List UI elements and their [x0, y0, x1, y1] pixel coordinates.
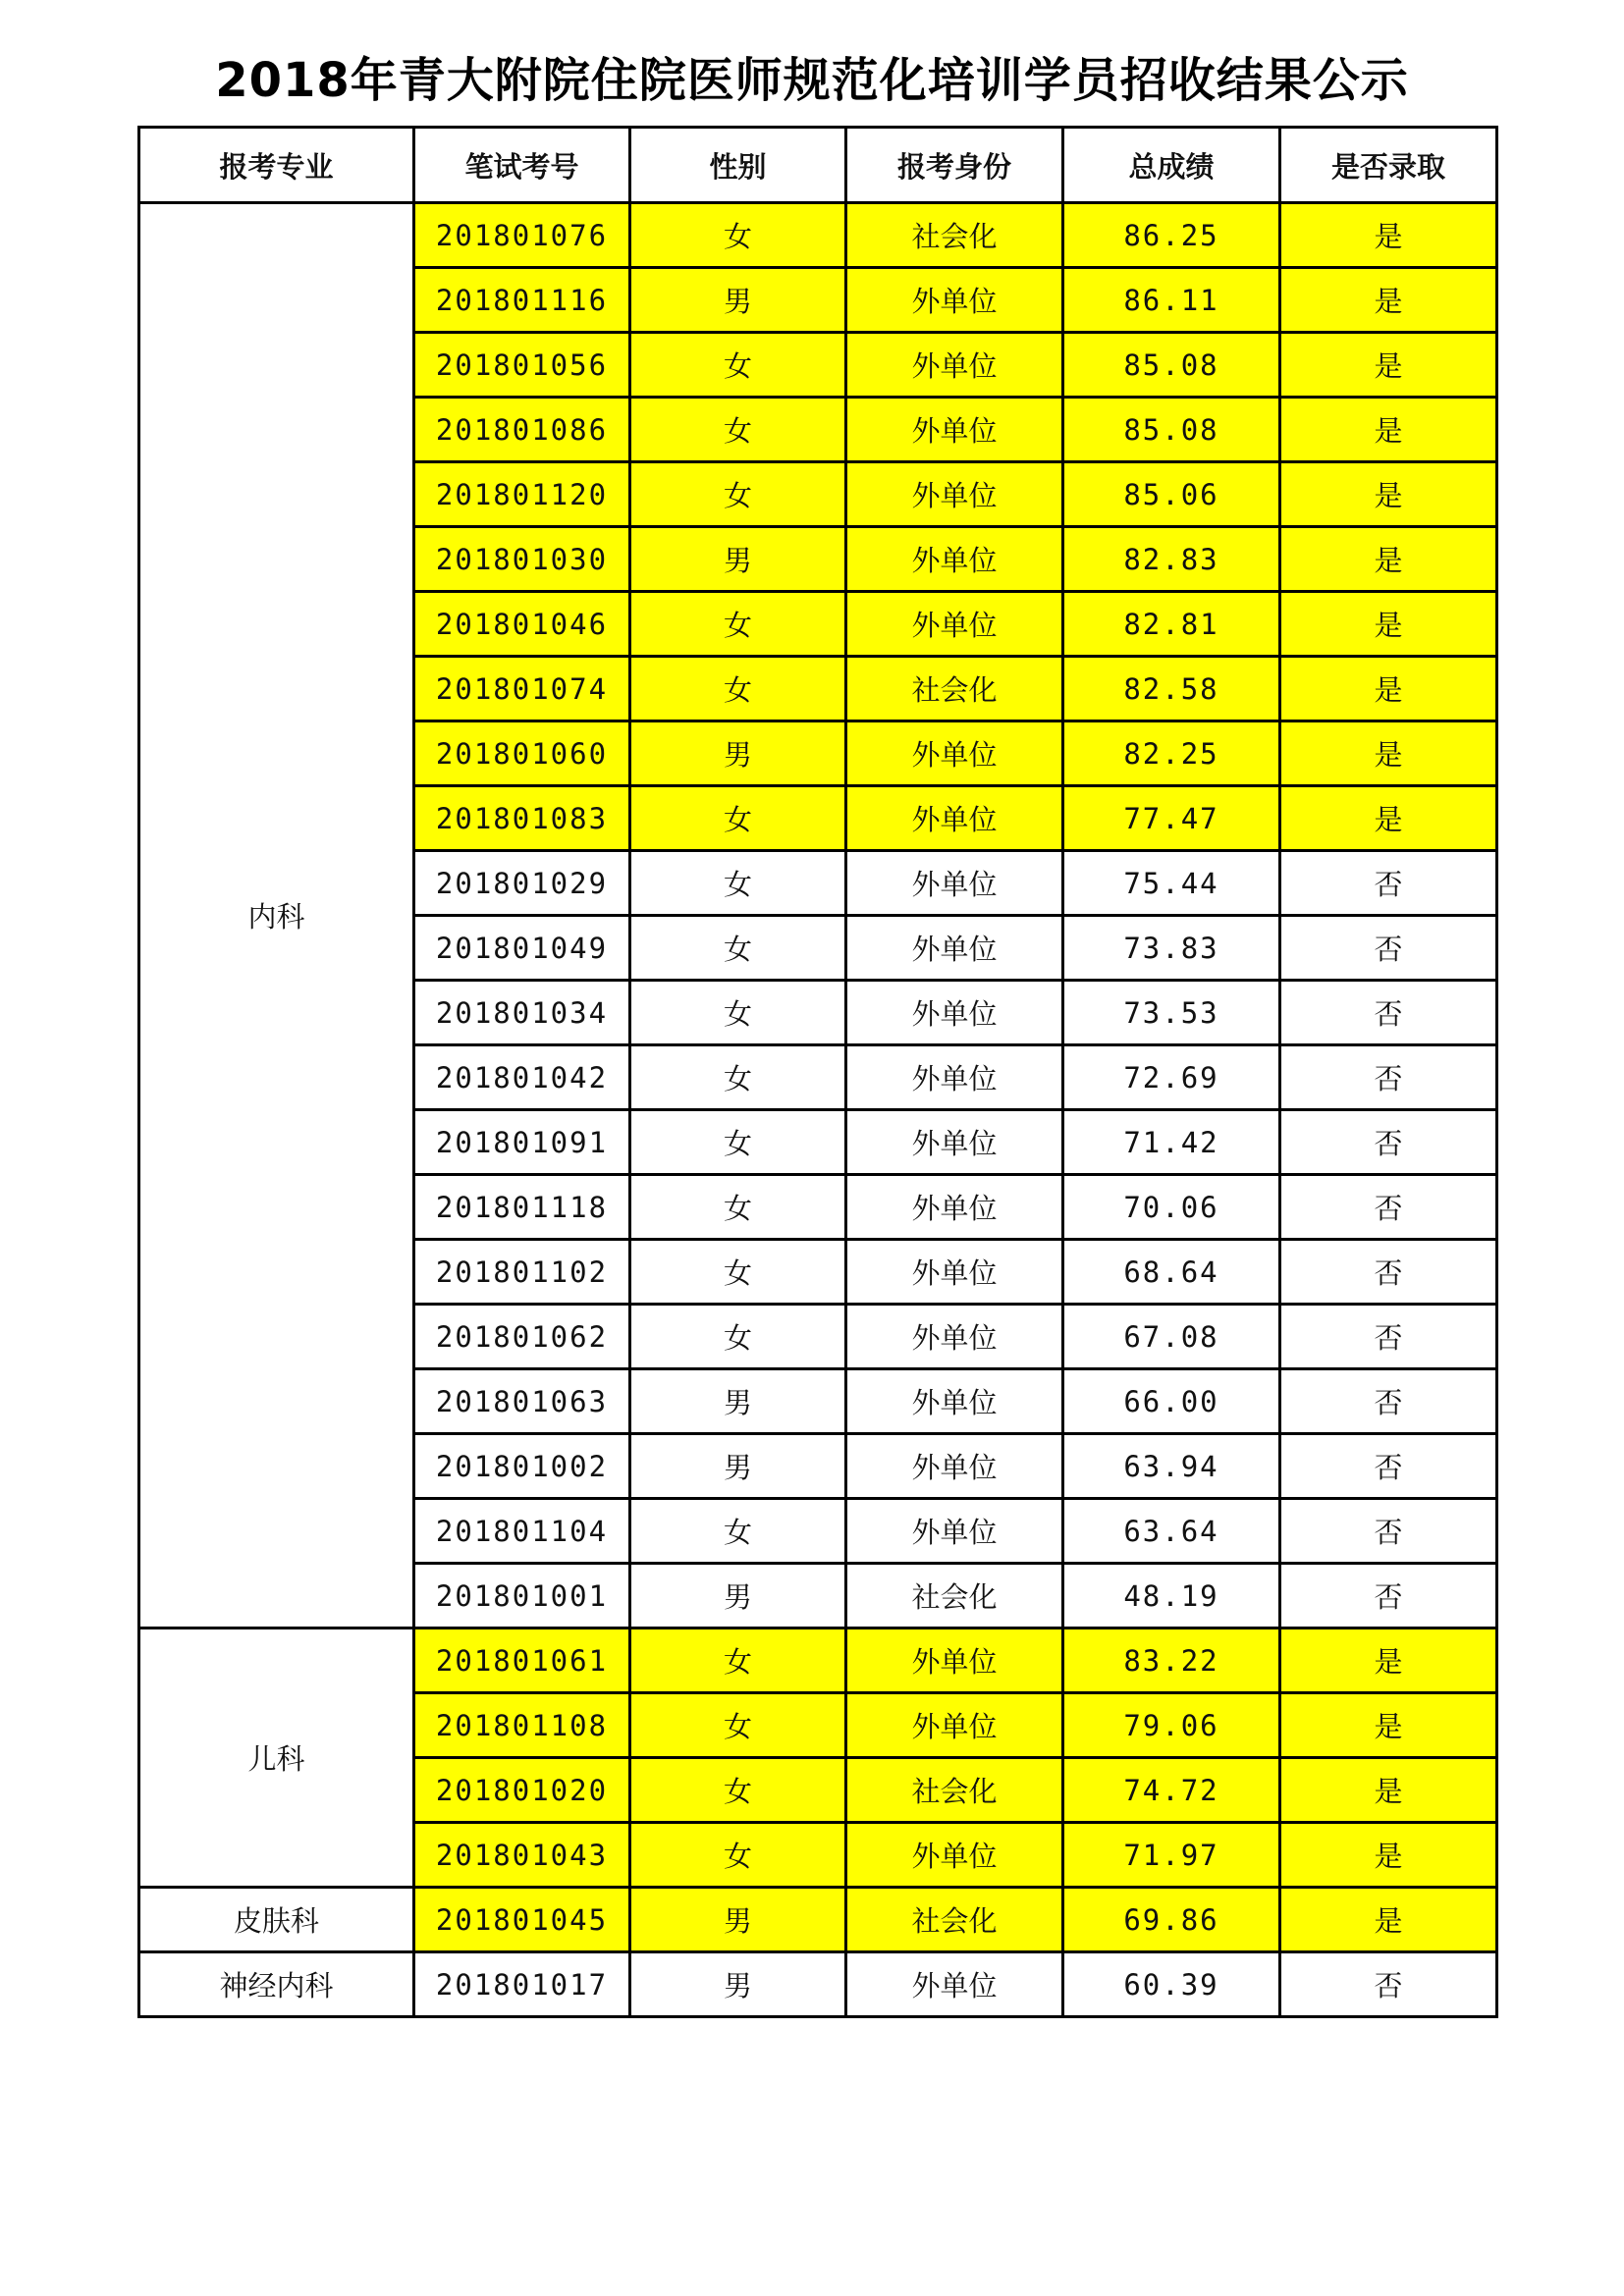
admitted-cell: 否 — [1280, 1240, 1497, 1305]
gender-cell: 女 — [630, 1305, 846, 1369]
exam-id-cell: 201801116 — [414, 268, 630, 333]
identity-cell: 外单位 — [846, 1952, 1063, 2017]
gender-cell: 男 — [630, 721, 846, 786]
admitted-cell: 是 — [1280, 721, 1497, 786]
identity-cell: 社会化 — [846, 203, 1063, 268]
admitted-cell: 否 — [1280, 1499, 1497, 1564]
exam-id-cell: 201801030 — [414, 527, 630, 592]
score-cell: 69.86 — [1063, 1888, 1280, 1952]
page-title: 2018年青大附院住院医师规范化培训学员招收结果公示 — [215, 53, 1409, 108]
admitted-cell: 是 — [1280, 333, 1497, 398]
score-cell: 79.06 — [1063, 1693, 1280, 1758]
gender-cell: 男 — [630, 527, 846, 592]
header-identity: 报考身份 — [846, 128, 1063, 203]
exam-id-cell: 201801076 — [414, 203, 630, 268]
exam-id-cell: 201801086 — [414, 398, 630, 462]
exam-id-cell: 201801029 — [414, 851, 630, 916]
identity-cell: 外单位 — [846, 721, 1063, 786]
exam-id-cell: 201801002 — [414, 1434, 630, 1499]
gender-cell: 女 — [630, 657, 846, 721]
admitted-cell: 是 — [1280, 527, 1497, 592]
identity-cell: 社会化 — [846, 1564, 1063, 1629]
admitted-cell: 否 — [1280, 851, 1497, 916]
admitted-cell: 是 — [1280, 1758, 1497, 1823]
admitted-cell: 否 — [1280, 916, 1497, 981]
score-cell: 77.47 — [1063, 786, 1280, 851]
score-cell: 85.06 — [1063, 462, 1280, 527]
exam-id-cell: 201801034 — [414, 981, 630, 1045]
major-cell: 儿科 — [139, 1629, 414, 1888]
header-exam-id: 笔试考号 — [414, 128, 630, 203]
exam-id-cell: 201801074 — [414, 657, 630, 721]
exam-id-cell: 201801042 — [414, 1045, 630, 1110]
gender-cell: 男 — [630, 1369, 846, 1434]
admitted-cell: 是 — [1280, 268, 1497, 333]
admitted-cell: 是 — [1280, 592, 1497, 657]
admitted-cell: 否 — [1280, 1369, 1497, 1434]
admitted-cell: 是 — [1280, 203, 1497, 268]
score-cell: 82.83 — [1063, 527, 1280, 592]
admitted-cell: 是 — [1280, 398, 1497, 462]
table-row — [139, 1629, 1497, 1693]
exam-id-cell: 201801060 — [414, 721, 630, 786]
exam-id-cell: 201801108 — [414, 1693, 630, 1758]
admitted-cell: 否 — [1280, 1564, 1497, 1629]
admitted-cell: 否 — [1280, 1045, 1497, 1110]
score-cell: 75.44 — [1063, 851, 1280, 916]
admitted-cell: 否 — [1280, 1305, 1497, 1369]
score-cell: 71.97 — [1063, 1823, 1280, 1888]
results-table — [137, 126, 1498, 2018]
gender-cell: 女 — [630, 1045, 846, 1110]
exam-id-cell: 201801120 — [414, 462, 630, 527]
gender-cell: 女 — [630, 203, 846, 268]
table-row — [139, 203, 1497, 268]
identity-cell: 外单位 — [846, 1369, 1063, 1434]
gender-cell: 男 — [630, 1434, 846, 1499]
score-cell: 48.19 — [1063, 1564, 1280, 1629]
gender-cell: 男 — [630, 1564, 846, 1629]
header-admitted: 是否录取 — [1280, 128, 1497, 203]
score-cell: 85.08 — [1063, 333, 1280, 398]
admitted-cell: 否 — [1280, 1952, 1497, 2017]
identity-cell: 外单位 — [846, 1499, 1063, 1564]
score-cell: 83.22 — [1063, 1629, 1280, 1693]
identity-cell: 外单位 — [846, 527, 1063, 592]
score-cell: 68.64 — [1063, 1240, 1280, 1305]
score-cell: 86.25 — [1063, 203, 1280, 268]
gender-cell: 女 — [630, 1175, 846, 1240]
identity-cell: 社会化 — [846, 1888, 1063, 1952]
score-cell: 86.11 — [1063, 268, 1280, 333]
gender-cell: 女 — [630, 1629, 846, 1693]
header-total-score: 总成绩 — [1063, 128, 1280, 203]
table-body — [139, 203, 1497, 2017]
admitted-cell: 否 — [1280, 1434, 1497, 1499]
identity-cell: 外单位 — [846, 1240, 1063, 1305]
exam-id-cell: 201801061 — [414, 1629, 630, 1693]
table-row — [139, 1888, 1497, 1952]
score-cell: 63.64 — [1063, 1499, 1280, 1564]
gender-cell: 男 — [630, 1952, 846, 2017]
identity-cell: 外单位 — [846, 916, 1063, 981]
identity-cell: 外单位 — [846, 786, 1063, 851]
gender-cell: 女 — [630, 851, 846, 916]
gender-cell: 女 — [630, 1823, 846, 1888]
gender-cell: 女 — [630, 398, 846, 462]
exam-id-cell: 201801043 — [414, 1823, 630, 1888]
exam-id-cell: 201801063 — [414, 1369, 630, 1434]
score-cell: 82.58 — [1063, 657, 1280, 721]
identity-cell: 外单位 — [846, 333, 1063, 398]
identity-cell: 外单位 — [846, 851, 1063, 916]
identity-cell: 外单位 — [846, 462, 1063, 527]
identity-cell: 外单位 — [846, 1045, 1063, 1110]
admitted-cell: 否 — [1280, 1110, 1497, 1175]
identity-cell: 外单位 — [846, 398, 1063, 462]
score-cell: 60.39 — [1063, 1952, 1280, 2017]
identity-cell: 外单位 — [846, 1693, 1063, 1758]
admitted-cell: 否 — [1280, 981, 1497, 1045]
exam-id-cell: 201801083 — [414, 786, 630, 851]
major-cell: 内科 — [139, 203, 414, 1629]
score-cell: 67.08 — [1063, 1305, 1280, 1369]
admitted-cell: 否 — [1280, 1175, 1497, 1240]
identity-cell: 外单位 — [846, 1434, 1063, 1499]
gender-cell: 女 — [630, 981, 846, 1045]
table-header-row — [139, 128, 1497, 203]
gender-cell: 女 — [630, 1240, 846, 1305]
gender-cell: 女 — [630, 1110, 846, 1175]
exam-id-cell: 201801046 — [414, 592, 630, 657]
exam-id-cell: 201801045 — [414, 1888, 630, 1952]
admitted-cell: 是 — [1280, 1629, 1497, 1693]
admitted-cell: 是 — [1280, 1693, 1497, 1758]
gender-cell: 男 — [630, 1888, 846, 1952]
identity-cell: 外单位 — [846, 981, 1063, 1045]
score-cell: 72.69 — [1063, 1045, 1280, 1110]
gender-cell: 男 — [630, 268, 846, 333]
identity-cell: 社会化 — [846, 657, 1063, 721]
score-cell: 82.25 — [1063, 721, 1280, 786]
major-cell: 皮肤科 — [139, 1888, 414, 1952]
score-cell: 74.72 — [1063, 1758, 1280, 1823]
gender-cell: 女 — [630, 592, 846, 657]
gender-cell: 女 — [630, 916, 846, 981]
identity-cell: 外单位 — [846, 1175, 1063, 1240]
admitted-cell: 是 — [1280, 1823, 1497, 1888]
admitted-cell: 是 — [1280, 462, 1497, 527]
score-cell: 63.94 — [1063, 1434, 1280, 1499]
score-cell: 71.42 — [1063, 1110, 1280, 1175]
identity-cell: 社会化 — [846, 1758, 1063, 1823]
exam-id-cell: 201801017 — [414, 1952, 630, 2017]
exam-id-cell: 201801104 — [414, 1499, 630, 1564]
score-cell: 73.53 — [1063, 981, 1280, 1045]
admitted-cell: 是 — [1280, 786, 1497, 851]
score-cell: 73.83 — [1063, 916, 1280, 981]
exam-id-cell: 201801056 — [414, 333, 630, 398]
gender-cell: 女 — [630, 786, 846, 851]
gender-cell: 女 — [630, 1499, 846, 1564]
identity-cell: 外单位 — [846, 1823, 1063, 1888]
identity-cell: 外单位 — [846, 1110, 1063, 1175]
admitted-cell: 是 — [1280, 1888, 1497, 1952]
identity-cell: 外单位 — [846, 592, 1063, 657]
gender-cell: 女 — [630, 1693, 846, 1758]
admitted-cell: 是 — [1280, 657, 1497, 721]
exam-id-cell: 201801020 — [414, 1758, 630, 1823]
exam-id-cell: 201801001 — [414, 1564, 630, 1629]
header-major: 报考专业 — [139, 128, 414, 203]
exam-id-cell: 201801091 — [414, 1110, 630, 1175]
score-cell: 70.06 — [1063, 1175, 1280, 1240]
score-cell: 66.00 — [1063, 1369, 1280, 1434]
identity-cell: 外单位 — [846, 268, 1063, 333]
exam-id-cell: 201801062 — [414, 1305, 630, 1369]
major-cell: 神经内科 — [139, 1952, 414, 2017]
gender-cell: 女 — [630, 333, 846, 398]
score-cell: 82.81 — [1063, 592, 1280, 657]
identity-cell: 外单位 — [846, 1305, 1063, 1369]
gender-cell: 女 — [630, 462, 846, 527]
score-cell: 85.08 — [1063, 398, 1280, 462]
exam-id-cell: 201801102 — [414, 1240, 630, 1305]
exam-id-cell: 201801118 — [414, 1175, 630, 1240]
exam-id-cell: 201801049 — [414, 916, 630, 981]
identity-cell: 外单位 — [846, 1629, 1063, 1693]
header-gender: 性别 — [630, 128, 846, 203]
gender-cell: 女 — [630, 1758, 846, 1823]
table-row — [139, 1952, 1497, 2017]
